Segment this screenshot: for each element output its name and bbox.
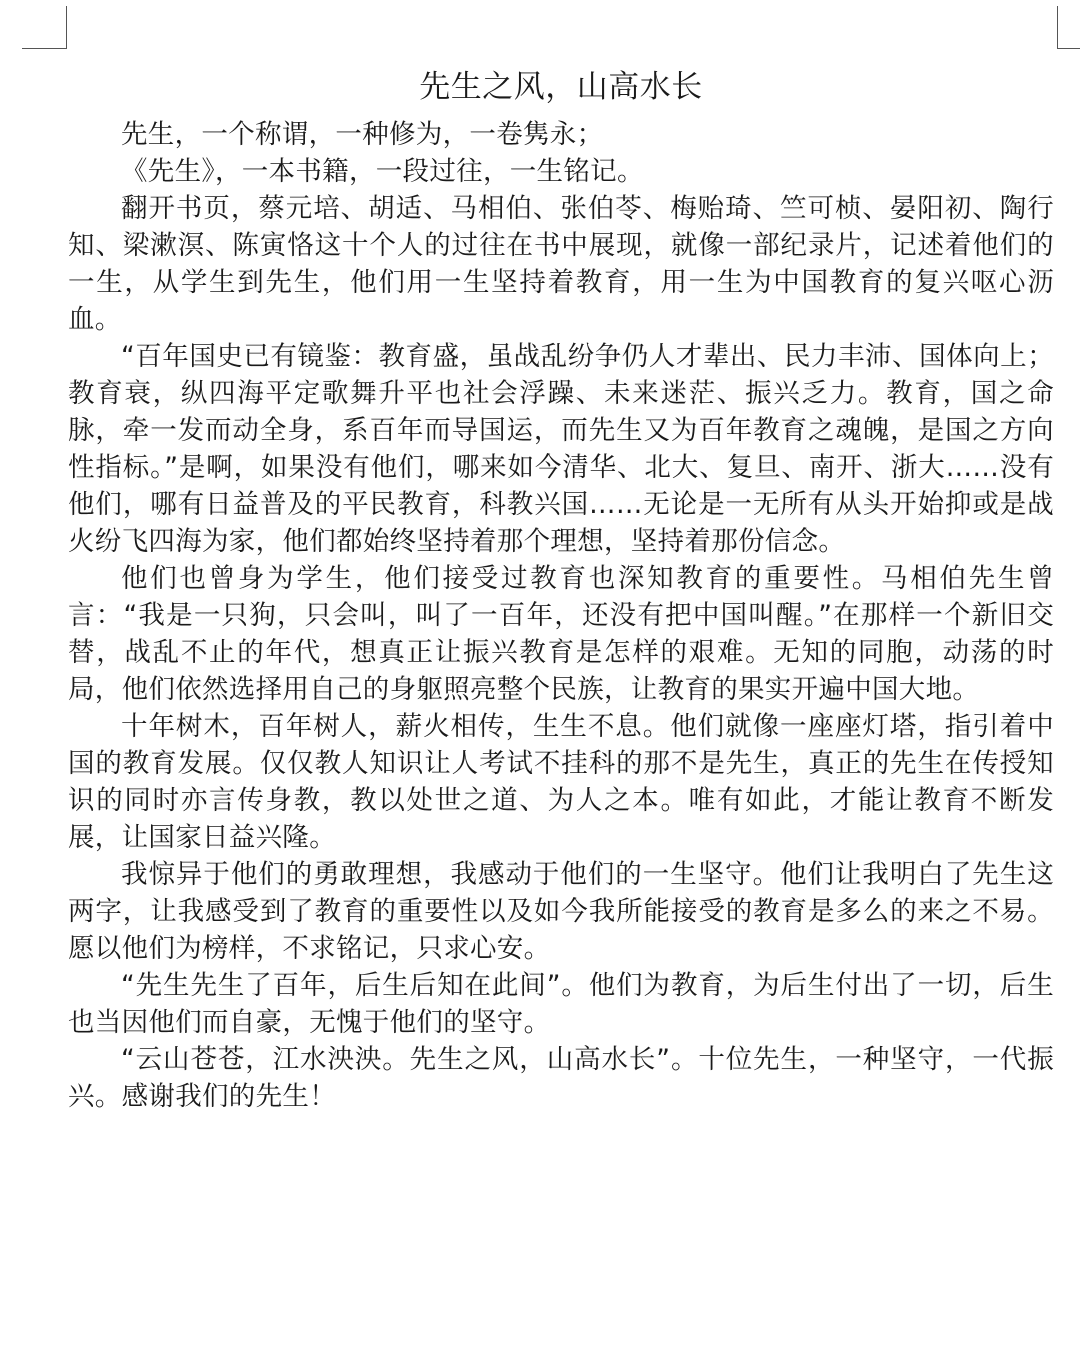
paragraph: “云山苍苍，江水泱泱。先生之风，山高水长”。十位先生，一种坚守，一代振兴。感谢我们的先生！ <box>68 1044 1054 1112</box>
document-title: 先生之风，山高水长 <box>419 69 703 105</box>
paragraph: 他们也曾身为学生，他们接受过教育也深知教育的重要性。马相伯先生曾言：“我是一只狗，只会叫，叫了一百年，还没有把中国叫醒。”在那样一个新旧交替，战乱不止的年代，想真正让振兴教育是怎样的艰难。无知的同胞，动荡的时局，他们依然选择用自己的身躯照亮整个民族，让教育的果实开遍中国大地。 <box>68 563 1054 705</box>
page-corner-mark-left <box>22 6 67 49</box>
paragraph: 我惊异于他们的勇敢理想，我感动于他们的一生坚守。他们让我明白了先生这两字，让我感受到了教育的重要性以及如今我所能接受的教育是多么的来之不易。愿以他们为榜样，不求铭记，只求心安。 <box>68 859 1054 964</box>
paragraph: “百年国史已有镜鉴：教育盛，虽战乱纷争仍人才辈出、民力丰沛、国体向上；教育衰，纵四海平定歌舞升平也社会浮躁、未来迷茫、振兴乏力。教育，国之命脉，牵一发而动全身，系百年而导国运，而先生又为百年教育之魂魄，是国之方向性指标。”是啊，如果没有他们，哪来如今清华、北大、复旦、南开、浙大……没有他们，哪有日益普及的平民教育，科教兴国……无论是一无所有从头开始抑或是战火纷飞四海为家，他们都始终坚持着那个理想，坚持着那份信念。 <box>68 341 1054 557</box>
paragraph: 十年树木，百年树人，薪火相传，生生不息。他们就像一座座灯塔，指引着中国的教育发展。仅仅教人知识让人考试不挂科的那不是先生，真正的先生在传授知识的同时亦言传身教，教以处世之道、为人之本。唯有如此，才能让教育不断发展，让国家日益兴隆。 <box>68 711 1054 853</box>
paragraph: 先生，一个称谓，一种修为，一卷隽永； <box>121 119 604 150</box>
paragraph: “先生先生了百年，后生后知在此间”。他们为教育，为后生付出了一切，后生也当因他们而自豪，无愧于他们的坚守。 <box>68 970 1054 1038</box>
paragraph: 翻开书页，蔡元培、胡适、马相伯、张伯苓、梅贻琦、竺可桢、晏阳初、陶行知、梁漱溟、陈寅恪这十个人的过往在书中展现，就像一部纪录片，记述着他们的一生，从学生到先生，他们用一生坚持着教育，用一生为中国教育的复兴呕心沥血。 <box>68 193 1054 335</box>
page-corner-mark-right <box>1057 6 1080 49</box>
document-page <box>68 62 1054 1115</box>
paragraph: 《先生》，一本书籍，一段过往，一生铭记。 <box>121 156 644 187</box>
